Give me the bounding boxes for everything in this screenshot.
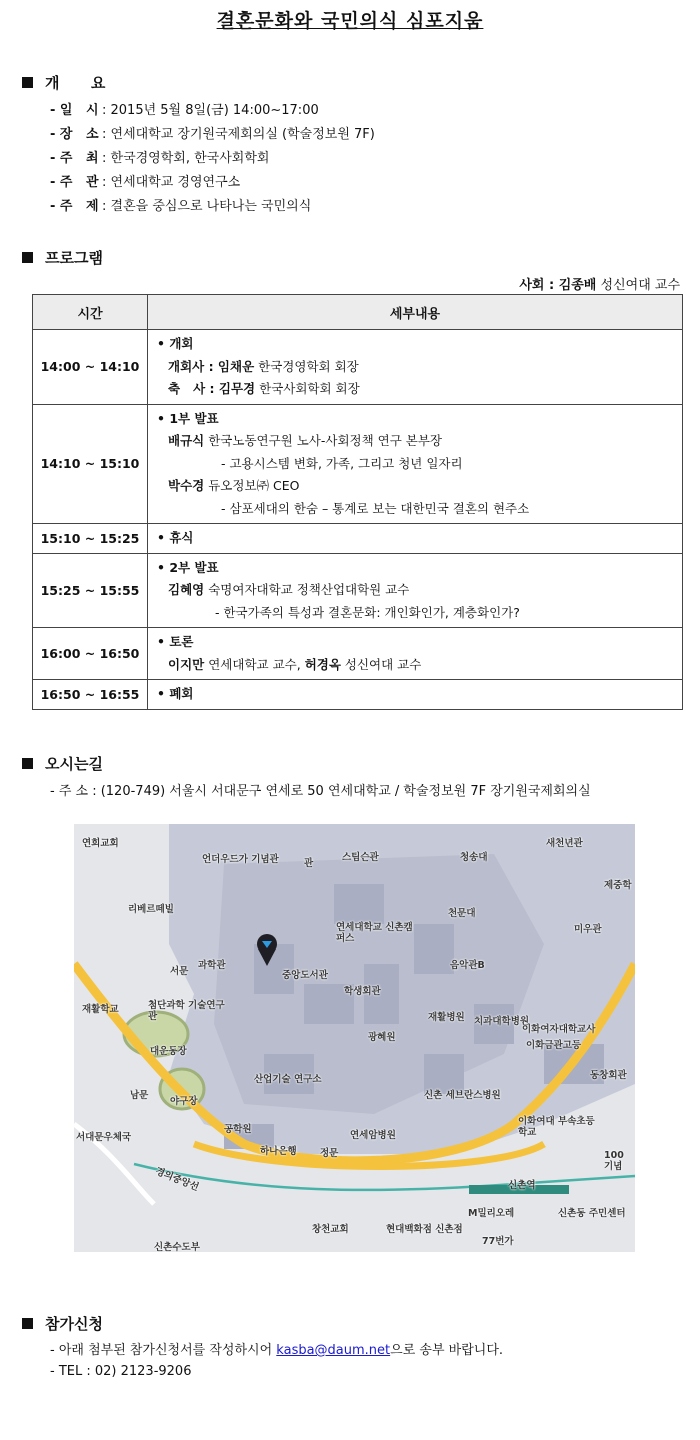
map-label: 정문 [320, 1148, 339, 1159]
session-time: 16:00 ~ 16:50 [33, 628, 148, 680]
overview-row [50, 123, 375, 142]
overview-value: : 2015년 5월 8일(금) 14:00~17:00 [102, 103, 319, 118]
square-bullet-icon [22, 252, 33, 263]
map-label: 재활학교 [82, 1004, 119, 1015]
map-label: 이화여자대학교사 [522, 1024, 596, 1035]
overview-value: : 연세대학교 장기원국제회의실 (학술정보원 7F) [102, 127, 375, 142]
overview-value: : 한국경영학회, 한국사회학회 [102, 151, 270, 166]
campus-map[interactable] [74, 824, 635, 1252]
map-label: 경의중앙선 [153, 1165, 201, 1194]
session-detail [148, 404, 683, 524]
square-bullet-icon [22, 1318, 33, 1329]
map-label: 천문대 [448, 908, 476, 919]
map-label: 새천년관 [546, 838, 583, 849]
map-label: 광혜원 [368, 1032, 396, 1043]
session-detail [148, 524, 683, 554]
session-time: 15:25 ~ 15:55 [33, 553, 148, 628]
table-header-row [33, 295, 683, 330]
speaker-desc: 한국노동연구원 노사-사회정책 연구 본부장 [208, 433, 443, 448]
overview-label: - 일 시 [50, 103, 99, 118]
speaker-line [157, 475, 682, 498]
map-label: 치과대학병원 [474, 1016, 530, 1027]
map-label: 77번가 [482, 1236, 514, 1247]
map-label: 서문 [170, 966, 189, 977]
table-row [33, 330, 683, 405]
map-label: 청송대 [460, 852, 488, 863]
session-time: 14:10 ~ 15:10 [33, 404, 148, 524]
map-label: 연세암병원 [350, 1130, 396, 1141]
map-label: 신촌역 [508, 1180, 536, 1191]
map-label: 신촌수도부 [154, 1242, 200, 1252]
session-detail [148, 628, 683, 680]
table-row [33, 553, 683, 628]
map-label: 재활병원 [428, 1012, 465, 1023]
map-label: 관 [304, 858, 314, 869]
overview-row [50, 171, 240, 190]
speaker-desc: 숙명여자대학교 정책산업대학원 교수 [208, 582, 410, 597]
talk-topic: - 한국가족의 특성과 결혼문화: 개인화인가, 계층화인가? [215, 604, 520, 620]
map-label: 대운동장 [150, 1046, 187, 1057]
moderator: 사회 : 김종배 성신여대 교수 [519, 278, 680, 293]
overview-heading: 개 요 [22, 72, 105, 93]
map-label: 중앙도서관 [282, 970, 328, 981]
program-heading: 프로그램 [22, 247, 103, 268]
session-title: • 2부 발표 [157, 559, 219, 575]
panelist-name: 이지만 [168, 656, 205, 672]
square-bullet-icon [22, 758, 33, 769]
speaker-desc: 한국사회학회 회장 [259, 381, 360, 396]
session-time: 14:00 ~ 14:10 [33, 330, 148, 405]
session-title: • 토론 [157, 634, 194, 649]
speaker-line [157, 378, 682, 401]
speaker-name: 배규식 [168, 433, 205, 448]
map-label: 스팀슨관 [342, 852, 379, 863]
session-title: • 개회 [157, 336, 194, 351]
map-label: 리베르떼빌 [128, 904, 174, 915]
map-label: 100 기념 [604, 1150, 624, 1172]
speaker-line [157, 430, 682, 453]
overview-row [50, 147, 269, 166]
overview-row [50, 195, 311, 214]
speaker-name: 김혜영 [168, 582, 205, 597]
speaker-desc: 한국경영학회 회장 [258, 358, 359, 374]
map-label: 창천교회 [312, 1224, 349, 1235]
map-label: 동창회관 [590, 1070, 627, 1081]
panel-line: 이지만 연세대학교 교수, 허경옥 성신여대 교수 [168, 656, 422, 672]
session-time: 15:10 ~ 15:25 [33, 524, 148, 554]
map-graphic [74, 824, 635, 1252]
col-detail-header: 세부내용 [148, 295, 683, 330]
map-label: 신촌 세브란스병원 [424, 1090, 501, 1101]
map-label: 미우관 [574, 924, 602, 935]
map-label: 신촌동 주민센터 [558, 1208, 626, 1219]
map-label: 첨단과학 기술연구관 [148, 1000, 225, 1022]
map-label: 이화금관고등 [526, 1040, 582, 1051]
session-title: • 휴식 [157, 530, 194, 545]
overview-row [50, 99, 319, 118]
session-title: • 1부 발표 [157, 410, 219, 426]
apply-tel: - TEL : 02) 2123-9206 [50, 1364, 192, 1379]
map-label: 연세대학교 신촌캠퍼스 [336, 922, 413, 944]
table-row [33, 524, 683, 554]
speaker-line [157, 579, 682, 602]
apply-heading: 참가신청 [22, 1313, 103, 1334]
address-line: - 주 소 : (120-749) 서울시 서대문구 연세로 50 연세대학교 / 학술정보원 7F 장기원국제회의실 [50, 784, 591, 799]
map-label: 야구장 [170, 1096, 198, 1107]
program-table [32, 294, 683, 710]
map-label: 서대문우체국 [76, 1132, 132, 1143]
speaker-line [157, 356, 682, 379]
col-time-header: 시간 [33, 295, 148, 330]
session-title: • 폐회 [157, 686, 194, 701]
square-bullet-icon [22, 77, 33, 88]
speaker-desc: 듀오정보㈜ CEO [208, 478, 300, 493]
speaker-name: 박수경 [168, 478, 205, 493]
table-row [33, 628, 683, 680]
map-label: M밀리오레 [468, 1208, 515, 1219]
map-label: 산업기술 연구소 [254, 1074, 322, 1085]
session-time: 16:50 ~ 16:55 [33, 680, 148, 710]
map-label: 과학관 [198, 960, 226, 971]
map-label: 학생회관 [344, 986, 381, 997]
session-detail [148, 553, 683, 628]
session-detail [148, 330, 683, 405]
map-label: 제중학 [604, 880, 632, 891]
email-link[interactable]: kasba@daum.net [276, 1343, 391, 1358]
talk-topic: - 고용시스템 변화, 가족, 그리고 청년 일자리 [221, 455, 463, 471]
table-row [33, 680, 683, 710]
session-detail [148, 680, 683, 710]
overview-value: : 연세대학교 경영연구소 [102, 175, 241, 190]
panelist-name: 허경옥 [304, 656, 341, 672]
map-label: 음악관B [450, 960, 485, 971]
table-row [33, 404, 683, 524]
talk-topic: - 삼포세대의 한숨 – 통계로 보는 대한민국 결혼의 현주소 [221, 500, 530, 516]
map-label: 연희교회 [82, 838, 119, 849]
map-label: 현대백화점 신촌점 [386, 1224, 463, 1235]
overview-label: - 주 최 [50, 151, 99, 166]
map-label: 이화여대 부속초등학교 [518, 1116, 595, 1138]
apply-instruction: - 아래 첨부된 참가신청서를 작성하시어 kasba@daum.net으로 송부 바랍니다. [50, 1343, 504, 1358]
overview-label: - 주 관 [50, 175, 99, 190]
map-label: 언더우드가 기념관 [202, 854, 279, 865]
speaker-name: 개회사 : 임채운 [168, 358, 255, 374]
map-label: 하나은행 [260, 1146, 297, 1157]
map-label: 남문 [130, 1090, 149, 1101]
overview-label: - 장 소 [50, 127, 99, 142]
overview-value: : 결혼을 중심으로 나타나는 국민의식 [102, 199, 312, 214]
speaker-name: 축 사 : 김무경 [168, 381, 256, 396]
overview-label: - 주 제 [50, 199, 99, 214]
directions-heading: 오시는길 [22, 753, 103, 774]
map-label: 공학원 [224, 1124, 252, 1135]
document-title: 결혼문화와 국민의식 심포지움 [216, 10, 484, 32]
